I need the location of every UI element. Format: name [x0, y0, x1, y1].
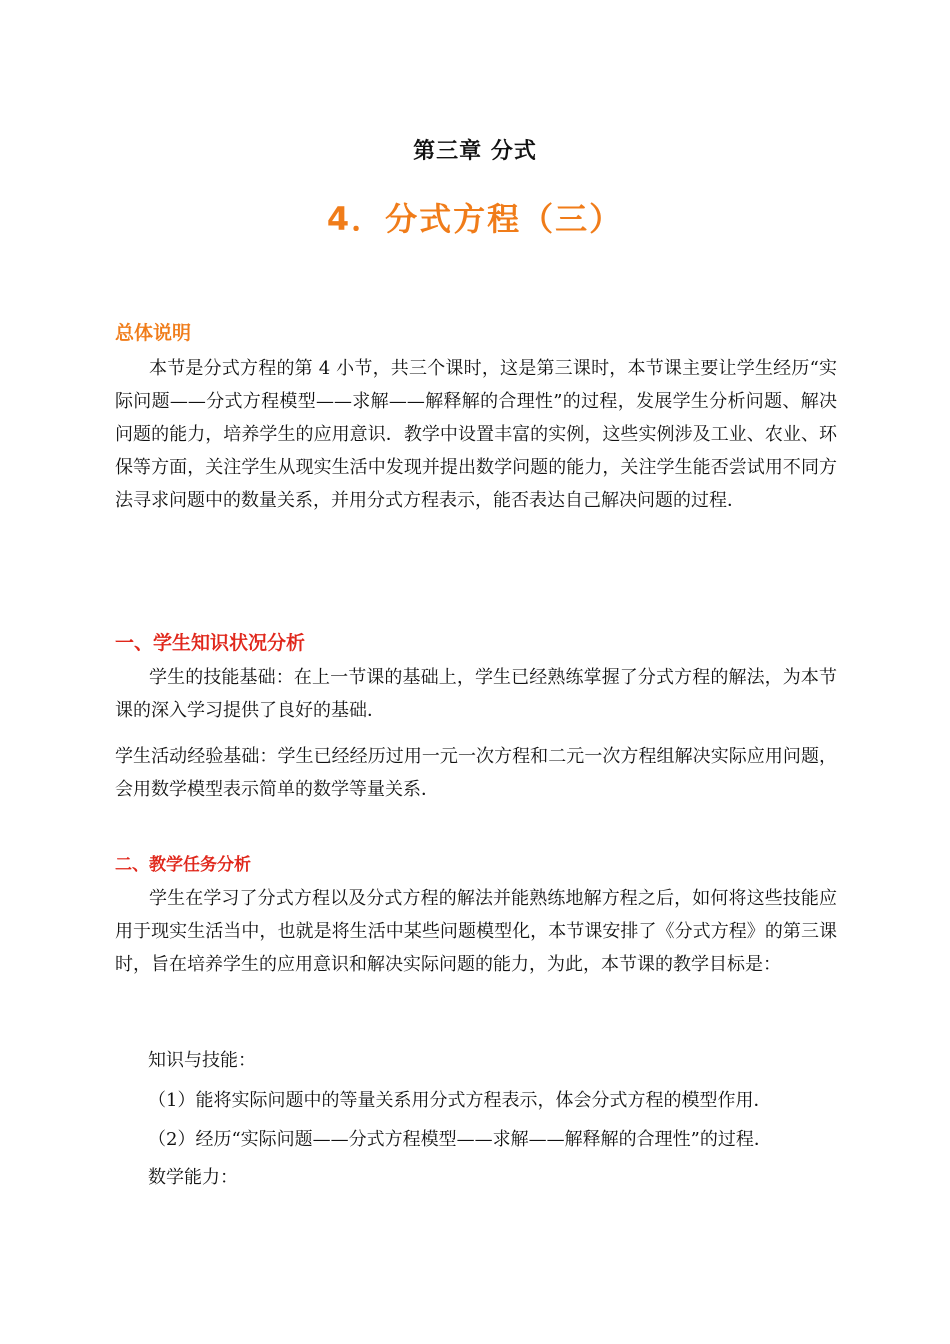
chapter-title: 第三章 分式	[413, 139, 537, 164]
overview-heading: 总体说明	[115, 322, 192, 344]
math-ability-label: 数学能力：	[148, 1167, 238, 1188]
lesson-title: 4．分式方程（三）	[326, 200, 624, 238]
goal-item-1: （1）能将实际问题中的等量关系用分式方程表示，体会分式方程的模型作用．	[148, 1090, 772, 1111]
goal-item-2: （2）经历“实际问题——分式方程模型——求解——解释解的合理性”的过程．	[148, 1129, 772, 1150]
activity-basis-paragraph: 学生活动经验基础：学生已经经历过用一元一次方程和二元一次方程组解决实际应用问题，会用数学模型表示简单的数学等量关系．	[115, 746, 837, 800]
section2-heading: 二、教学任务分析	[115, 855, 251, 875]
skill-basis-paragraph: 学生的技能基础：在上一节课的基础上，学生已经熟练掌握了分式方程的解法，为本节课的深入学习提供了良好的基础．	[115, 667, 837, 721]
section1-heading: 一、学生知识状况分析	[115, 632, 306, 654]
overview-paragraph: 本节是分式方程的第 4 小节，共三个课时，这是第三课时，本节课主要让学生经历“实际问题——分式方程模型——求解——解释解的合理性”的过程，发展学生分析问题、解决问题的能力，培养学生的应用意识．教学中设置丰富的实例，这些实例涉及工业、农业、环保等方面，关注学生从现实生活中发现并提出数学问题的能力，关注学生能否尝试用不同方法寻求问题中的数量关系，并用分式方程表示，能否表达自己解决问题的过程．	[115, 358, 837, 511]
knowledge-skills-label: 知识与技能：	[148, 1050, 256, 1071]
section2-paragraph: 学生在学习了分式方程以及分式方程的解法并能熟练地解方程之后，如何将这些技能应用于现实生活当中，也就是将生活中某些问题模型化，本节课安排了《分式方程》的第三课时，旨在培养学生的应用意识和解决实际问题的能力，为此，本节课的教学目标是：	[115, 888, 837, 975]
